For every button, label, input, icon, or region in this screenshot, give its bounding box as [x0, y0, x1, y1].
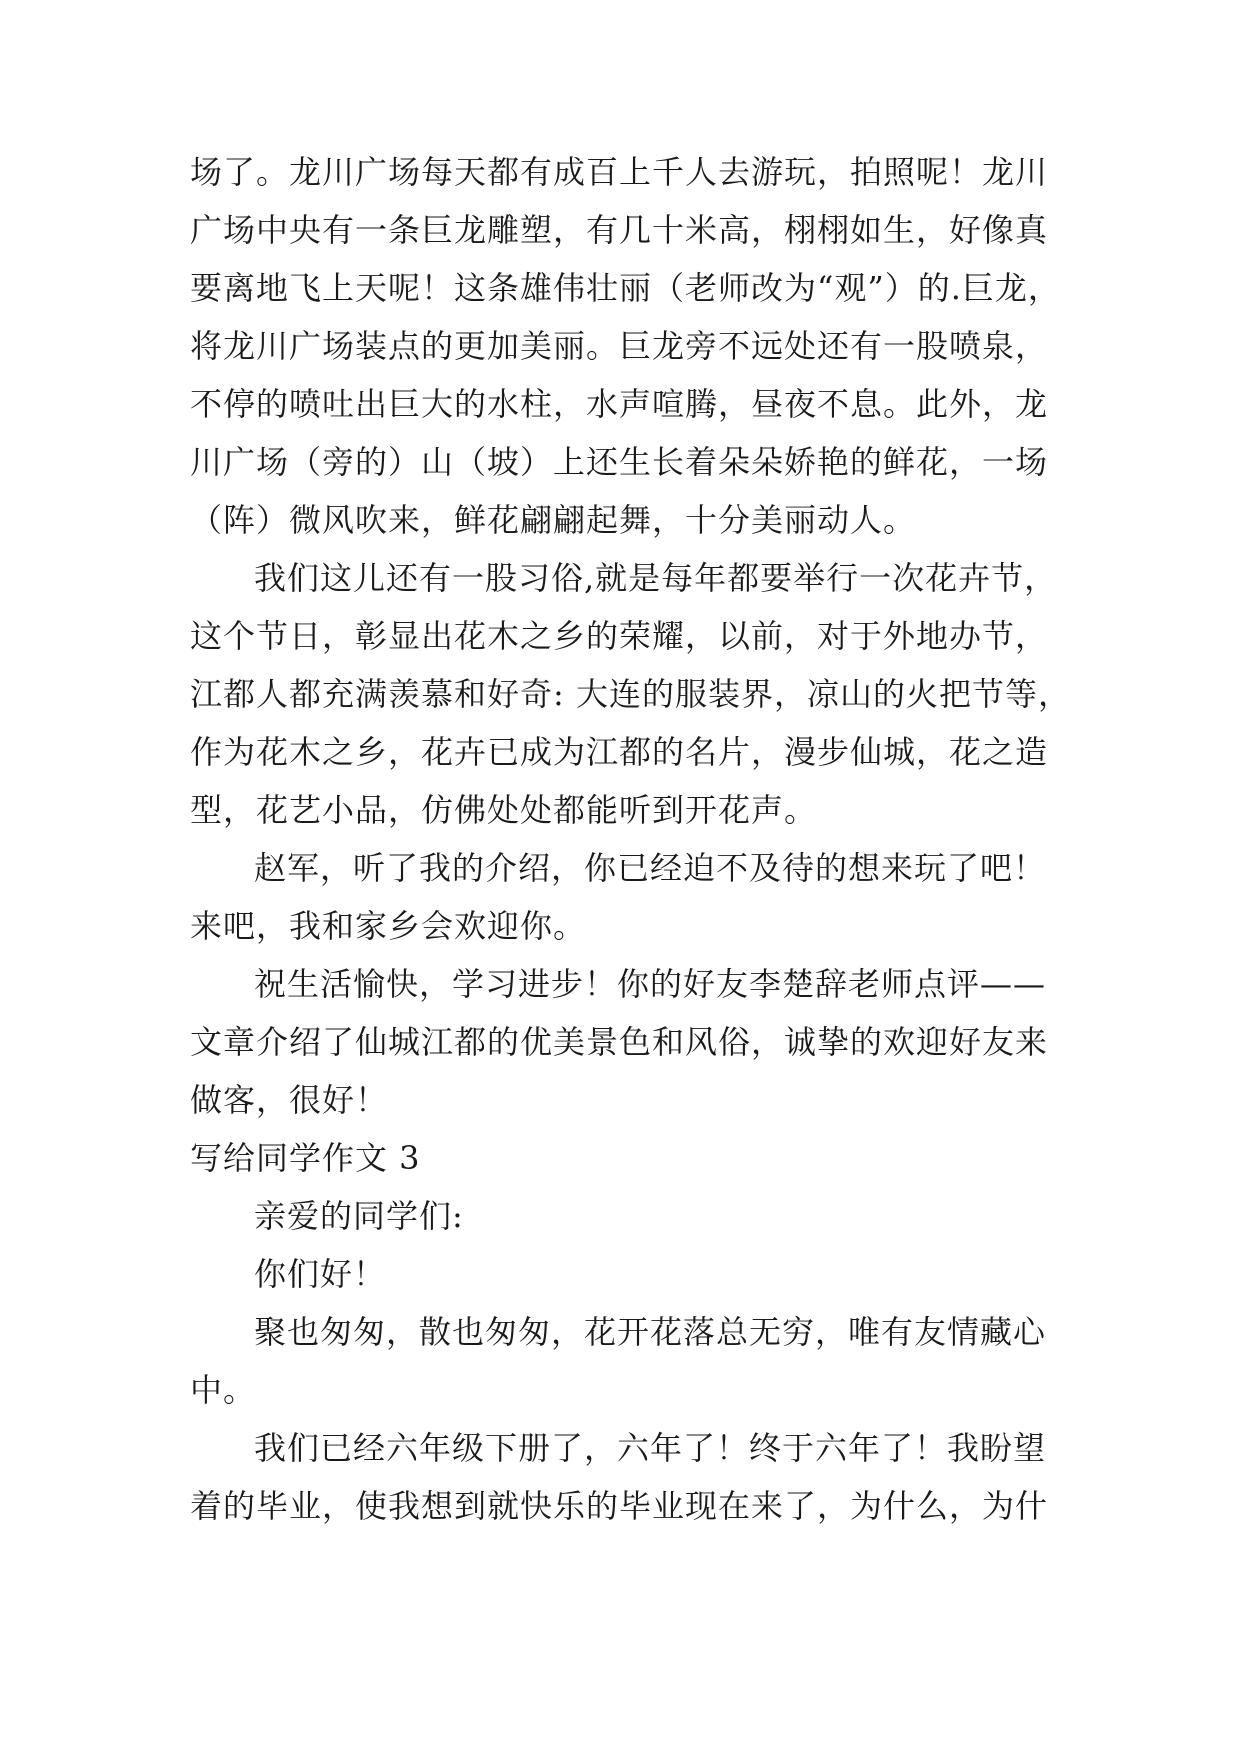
- text-line: 做客，很好！: [190, 1081, 389, 1119]
- paragraph-first-line: 赵军，听了我的介绍，你已经迫不及待的想来玩了吧！: [254, 849, 1047, 887]
- greeting: 你们好！: [254, 1255, 387, 1293]
- text-line: （阵）微风吹来，鲜花翩翩起舞，十分美丽动人。: [190, 501, 917, 539]
- text-line: 川广场（旁的）山（坡）上还生长着朵朵娇艳的鲜花，一场: [190, 443, 1049, 481]
- text-line: 这个节日，彰显出花木之乡的荣耀，以前，对于外地办节，: [190, 617, 1049, 655]
- text-line: 广场中央有一条巨龙雕塑，有几十米高，栩栩如生，好像真: [190, 211, 1049, 249]
- text-line: 来吧，我和家乡会欢迎你。: [190, 907, 587, 945]
- text-line: 不停的喷吐出巨大的水柱，水声喧腾，昼夜不息。此外，龙: [190, 385, 1049, 423]
- section-heading: 写给同学作文 3: [190, 1139, 421, 1177]
- text-line: 中。: [190, 1371, 257, 1409]
- text-line: 文章介绍了仙城江都的优美景色和风俗，诚挚的欢迎好友来: [190, 1023, 1049, 1061]
- text-line: 场了。龙川广场每天都有成百上千人去游玩，拍照呢！龙川: [190, 153, 1049, 191]
- paragraph-first-line: 我们已经六年级下册了，六年了！终于六年了！我盼望: [254, 1429, 1047, 1467]
- text-line: 将龙川广场装点的更加美丽。巨龙旁不远处还有一股喷泉，: [190, 327, 1049, 365]
- salutation: 亲爱的同学们:: [254, 1197, 464, 1235]
- paragraph-first-line: 祝生活愉快，学习进步！你的好友李楚辞老师点评——: [254, 965, 1047, 1003]
- text-line: 作为花木之乡，花卉已成为江都的名片，漫步仙城，花之造: [190, 733, 1049, 771]
- paragraph-first-line: 聚也匆匆，散也匆匆，花开花落总无穷，唯有友情藏心: [254, 1313, 1047, 1351]
- text-line: 着的毕业，使我想到就快乐的毕业现在来了，为什么，为什: [190, 1487, 1049, 1525]
- paragraph-first-line: 我们这儿还有一股习俗,就是每年都要举行一次花卉节，: [254, 559, 1058, 597]
- text-line: 江都人都充满羡慕和好奇: 大连的服装界，凉山的火把节等，: [190, 675, 1071, 713]
- text-line: 要离地飞上天呢！这条雄伟壮丽（老师改为“观”）的.巨龙，: [190, 269, 1061, 307]
- text-line: 型，花艺小品，仿佛处处都能听到开花声。: [190, 791, 818, 829]
